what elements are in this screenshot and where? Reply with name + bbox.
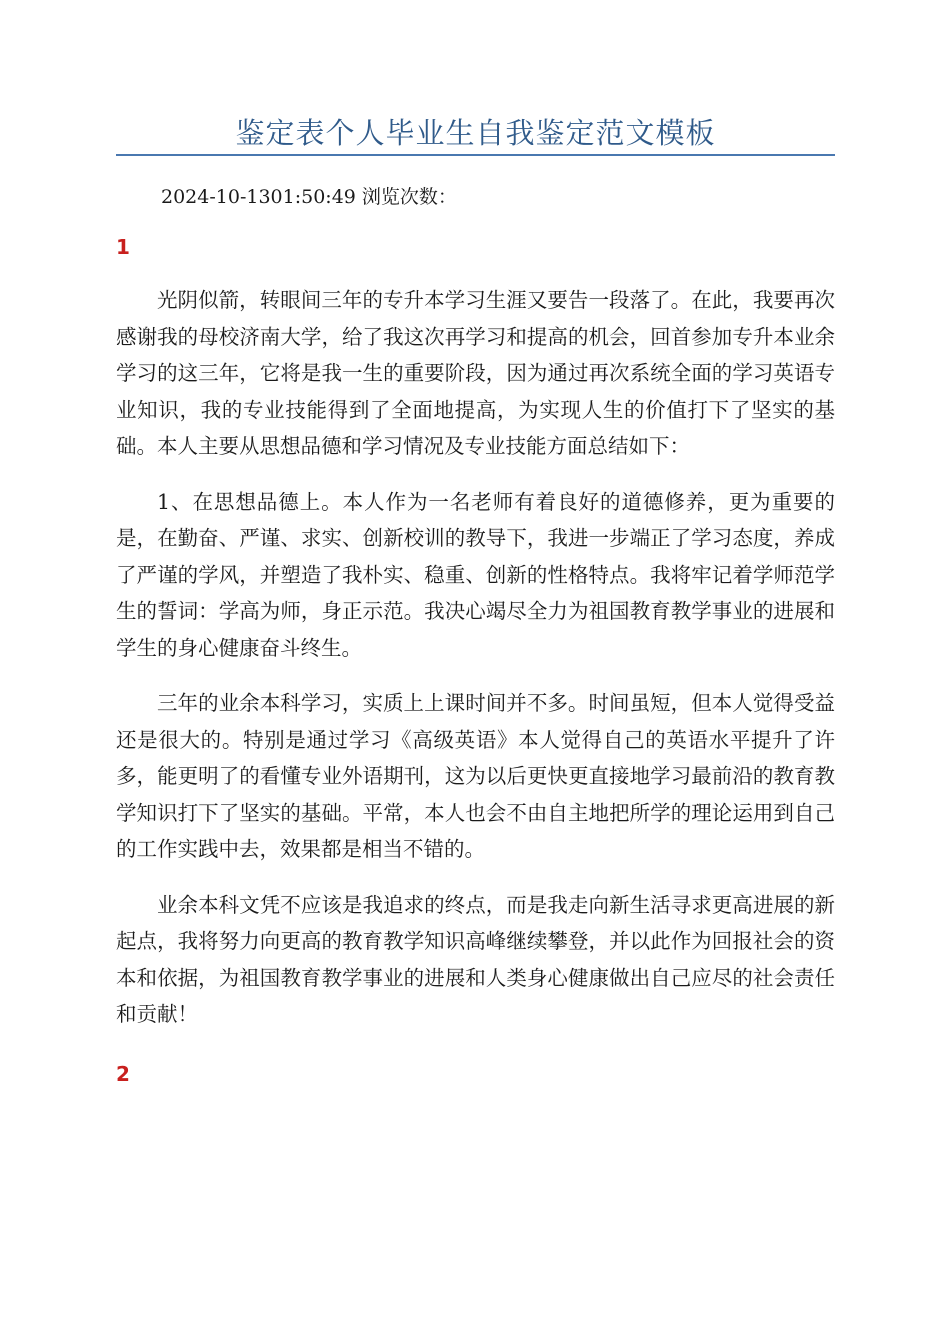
paragraph: 1、在思想品德上。本人作为一名老师有着良好的道德修养，更为重要的是，在勤奋、严谨、求实、创新校训的教导下，我进一步端正了学习态度，养成了严谨的学风，并塑造了我朴实、稳重、创新的性格特点。我将牢记着学师范学生的誓词：学高为师，身正示范。我决心竭尽全力为祖国教育教学事业的进展和学生的身心健康奋斗终生。 <box>116 489 835 660</box>
document-title: 鉴定表个人毕业生自我鉴定范文模板 <box>116 112 835 156</box>
section-number: 2 <box>116 1061 130 1086</box>
paragraph: 业余本科文凭不应该是我追求的终点，而是我走向新生活寻求更高进展的新起点，我将努力向更高的教育教学知识高峰继续攀登，并以此作为回报社会的资本和依据，为祖国教育教学事业的进展和人类身心健康做出自己应尽的社会责任和贡献！ <box>116 892 835 1026</box>
document-meta: 2024-10-1301:50:49 浏览次数： <box>161 186 457 208</box>
paragraph: 光阴似箭，转眼间三年的专升本学习生涯又要告一段落了。在此，我要再次感谢我的母校济南大学，给了我这次再学习和提高的机会，回首参加专升本业余学习的这三年，它将是我一生的重要阶段，因为通过再次系统全面的学习英语专业知识，我的专业技能得到了全面地提高，为实现人生的价值打下了坚实的基础。本人主要从思想品德和学习情况及专业技能方面总结如下： <box>116 288 835 458</box>
document-page <box>116 0 835 1089</box>
section-number: 1 <box>116 235 130 259</box>
paragraph: 三年的业余本科学习，实质上上课时间并不多。时间虽短，但本人觉得受益还是很大的。特别是通过学习《高级英语》本人觉得自己的英语水平提升了许多，能更明了的看懂专业外语期刊，这为以后更快更直接地学习最前沿的教育教学知识打下了坚实的基础。平常，本人也会不由自主地把所学的理论运用到自己的工作实践中去，效果都是相当不错的。 <box>116 691 835 861</box>
